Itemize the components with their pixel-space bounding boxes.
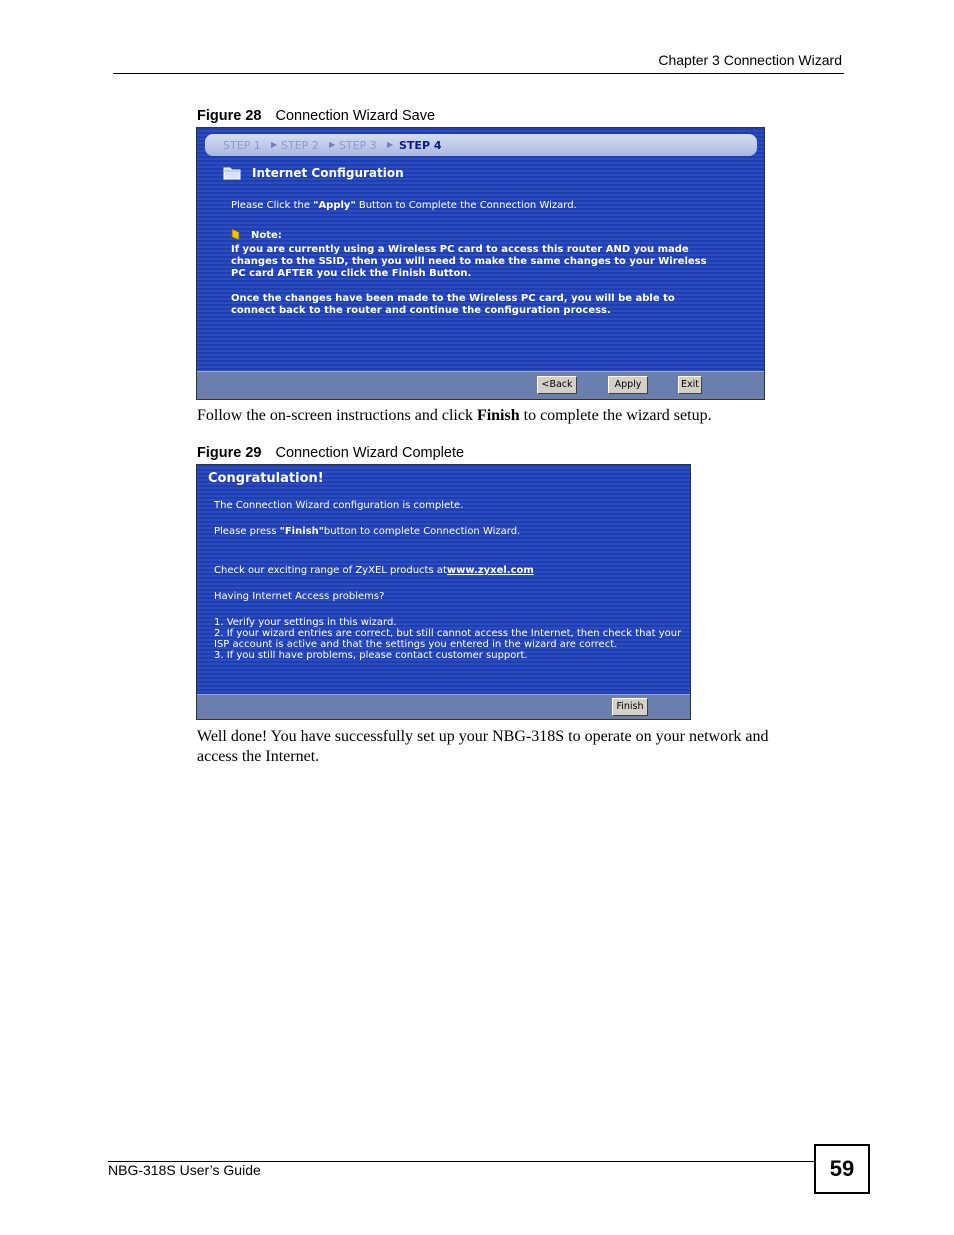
step-1-tab[interactable]: STEP 1 [223,139,261,152]
figure-28-label: Figure 28 [197,108,262,124]
finish-button[interactable]: Finish [612,698,648,716]
finish-button-bar [197,694,690,719]
step-3-tab[interactable]: STEP 3 [339,139,377,152]
tip-2: 2. If your wizard entries are correct, but still cannot access the Internet, then check that your [214,628,682,639]
note2-line-2: connect back to the router and continue the configuration process. [231,305,611,316]
figure-28-caption [197,108,435,124]
note-line-2: changes to the SSID, then you will need to make the same changes to your Wireless [231,256,707,267]
paragraph-well-done: Well done! You have successfully set up your NBG-318S to operate on your network and access the Internet. [197,728,769,765]
button-bar [197,371,764,399]
complete-line: The Connection Wizard configuration is complete. [214,500,464,511]
wizard-save-screenshot [196,127,765,400]
zyxel-link[interactable]: www.zyxel.com [446,565,534,576]
apply-instruction: Please Click the "Apply" Button to Complete the Connection Wizard. [231,200,577,211]
wizard-steps-bar [205,134,757,156]
note-label: Note: [251,230,282,241]
figure-29-title: Connection Wizard Complete [275,445,465,461]
problems-line: Having Internet Access problems? [214,591,385,602]
back-button[interactable]: <Back [537,376,577,394]
note-line-1: If you are currently using a Wireless PC card to access this router AND you made [231,244,689,255]
wizard-complete-screenshot [196,464,691,720]
page-number: 59 [814,1144,870,1194]
note2-line-1: Once the changes have been made to the Wireless PC card, you will be able to [231,293,675,304]
note-icon [231,228,241,241]
exit-button[interactable]: Exit [678,376,702,394]
figure-29-label: Figure 29 [197,445,262,461]
figure-28-title: Connection Wizard Save [275,108,436,124]
step-4-tab[interactable]: STEP 4 [399,139,442,152]
paragraph-finish-instruction: Follow the on-screen instructions and click Finish to complete the wizard setup. [197,407,712,424]
apply-button[interactable]: Apply [608,376,648,394]
folder-icon [223,166,241,180]
tip-2-cont: ISP account is active and that the settings you entered in the wizard are correct. [214,639,618,650]
congratulation-heading: Congratulation! [208,471,324,486]
footer-guide-title: NBG-318S User’s Guide [108,1162,261,1178]
header-rule [113,73,844,74]
section-title: Internet Configuration [252,166,404,180]
step-2-tab[interactable]: STEP 2 [281,139,319,152]
step-arrow-icon: ▶ [271,140,278,149]
step-arrow-icon: ▶ [387,140,394,149]
chapter-header: Chapter 3 Connection Wizard [658,52,842,68]
tip-1: 1. Verify your settings in this wizard. [214,617,397,628]
figure-29-caption [197,445,464,461]
tip-3: 3. If you still have problems, please contact customer support. [214,650,528,661]
note-line-3: PC card AFTER you click the Finish Button. [231,268,472,279]
check-products-line: Check our exciting range of ZyXEL products atwww.zyxel.com [214,565,534,576]
step-arrow-icon: ▶ [329,140,336,149]
press-finish-line: Please press "Finish"button to complete Connection Wizard. [214,526,521,537]
